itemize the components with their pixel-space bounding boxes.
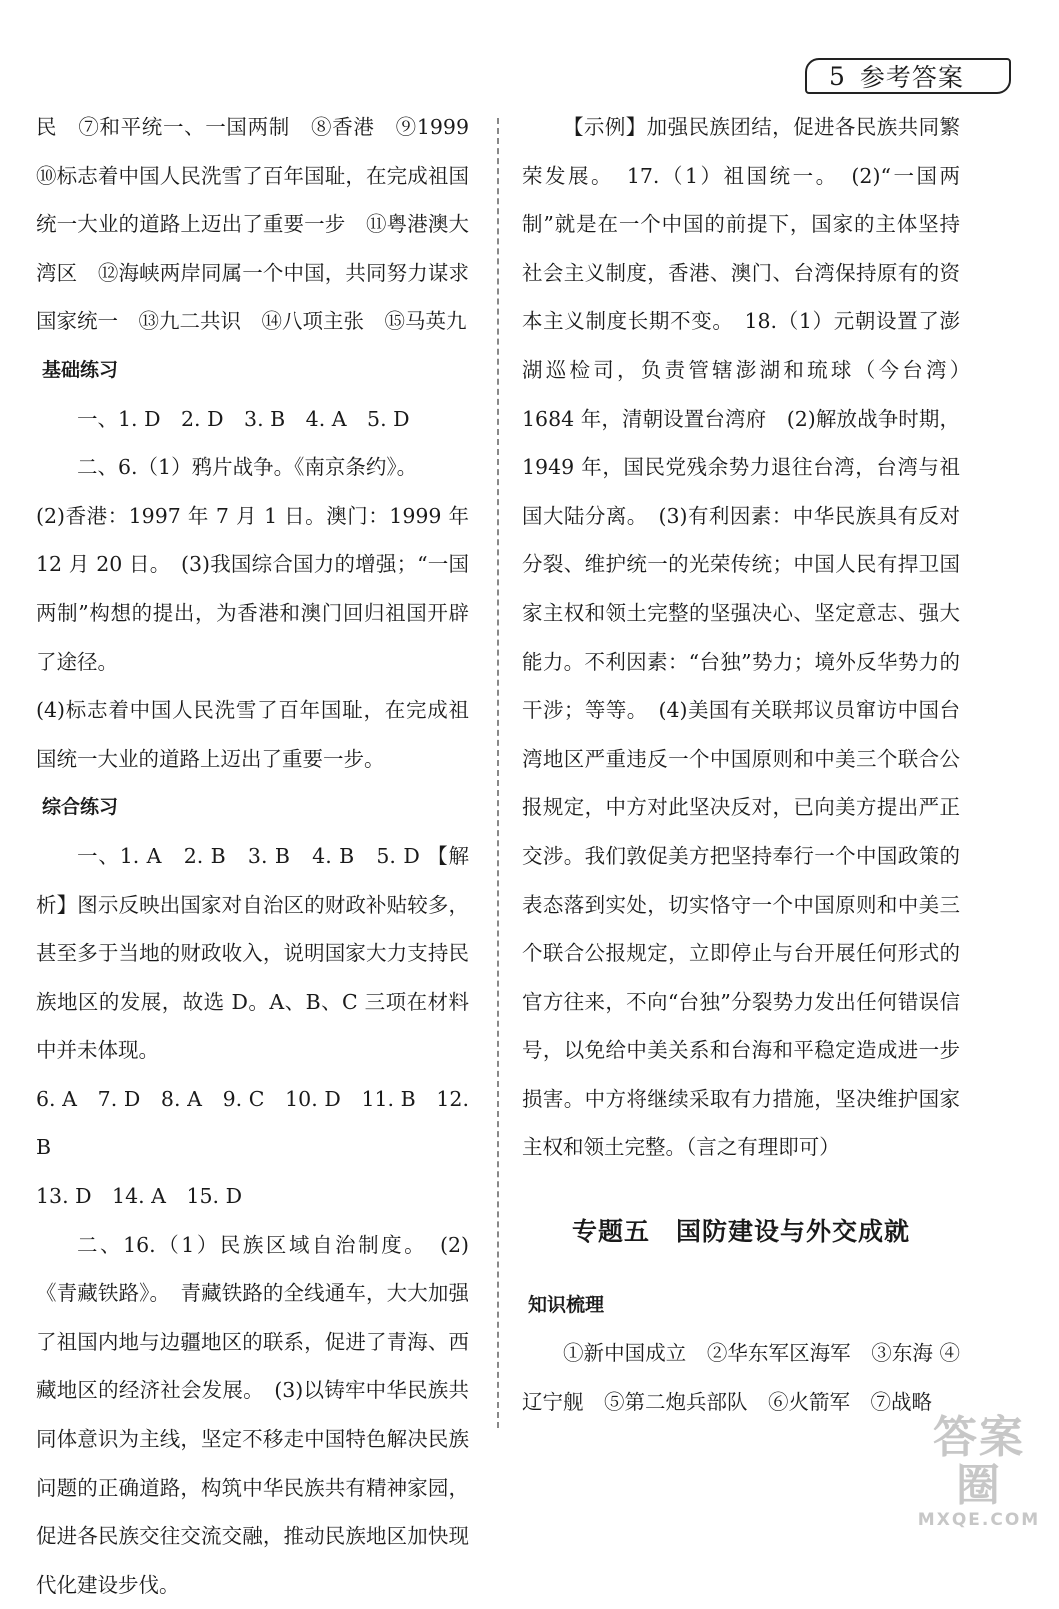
page-number: 5	[829, 61, 846, 91]
section-heading-knowledge: 知识梳理	[528, 1293, 605, 1316]
answer-paragraph: 一、1. D 2. D 3. B 4. A 5. D	[77, 406, 410, 431]
topic-title: 专题五 国防建设与外交成就	[571, 1217, 910, 1247]
answer-paragraph: 二、16.（1）民族区域自治制度。 (2)《青藏铁路》。 青藏铁路的全线通车，大大加强了祖国内地与边疆地区的联系，促进了青海、西藏地区的经济社会发展。 (3)以铸牢中华民族共同体意识为主线，坚定不移走中国特色解决民族问题的正确道路，构筑中华民族共有精神家园，促进各民族交往交流交融，推动民族地区加快现代化建设步伐。	[36, 1232, 469, 1597]
watermark-main: 答案圈	[933, 1412, 1025, 1511]
answer-paragraph: 民 ⑦和平统一、一国两制 ⑧香港 ⑨1999 ⑩标志着中国人民洗雪了百年国耻，在完成祖国统一大业的道路上迈出了重要一步 ⑪粤港澳大湾区 ⑫海峡两岸同属一个中国，共同努力谋求国家统一 ⑬九二共识 ⑭八项主张 ⑮马英九	[36, 115, 469, 334]
column-divider	[497, 118, 499, 1428]
answer-paragraph: (4)标志着中国人民洗雪了百年国耻，在完成祖国统一大业的道路上迈出了重要一步。	[36, 698, 469, 771]
answer-paragraph: 6. A 7. D 8. A 9. C 10. D 11. B 12. B	[36, 1086, 469, 1160]
right-column	[522, 103, 981, 1426]
section-heading-comprehensive-practice: 综合练习	[42, 796, 119, 819]
section-heading-basic-practice: 基础练习	[42, 358, 119, 381]
answer-paragraph: (2)香港：1997 年 7 月 1 日。澳门：1999 年 12 月 20 日。 (3)我国综合国力的增强；“一国两制”构想的提出，为香港和澳门回归祖国开辟了途径。	[36, 503, 469, 674]
watermark-url: MXQE.COM	[917, 1510, 1041, 1530]
answer-paragraph: 二、6.（1）鸦片战争。《南京条约》。	[77, 455, 418, 480]
watermark-logo	[913, 1414, 1045, 1530]
answer-paragraph: 13. D 14. A 15. D	[36, 1184, 243, 1209]
page-header-badge	[805, 58, 1011, 94]
answer-paragraph: 一、1. A 2. B 3. B 4. B 5. D 【解析】图示反映出国家对自治区的财政补贴较多，甚至多于当地的财政收入，说明国家大力支持民族地区的发展，故选 D。A、B、C 三项在材料中并未体现。	[36, 843, 469, 1063]
answer-paragraph: 【示例】加强民族团结，促进各民族共同繁荣发展。 17.（1）祖国统一。 (2)“一国两制”就是在一个中国的前提下，国家的主体坚持社会主义制度，香港、澳门、台湾保持原有的资本主义制度长期不变。 18.（1）元朝设置了澎湖巡检司，负责管辖澎湖和琉球（今台湾） 1684 年，清朝设置台湾府 (2)解放战争时期，1949 年，国民党残余势力退往台湾，台湾与祖国大陆分离。 (3)有利因素：中华民族具有反对分裂、维护统一的光荣传统；中国人民有捍卫国家主权和领土完整的坚强决心、坚定意志、强大能力。不利因素：“台独”势力；境外反华势力的干涉；等等。 (4)美国有关联邦议员窜访中国台湾地区严重违反一个中国原则和中美三个联合公报规定，中方对此坚决反对，已向美方提出严正交涉。我们敦促美方把坚持奉行一个中国政策的表态落到实处，切实恪守一个中国原则和中美三个联合公报规定，立即停止与台开展任何形式的官方往来，不向“台独”分裂势力发出任何错误信号，以免给中美关系和台海和平稳定造成进一步损害。中方将继续采取有力措施，坚决维护国家主权和领土完整。（言之有理即可）	[522, 115, 981, 1160]
left-column	[36, 103, 469, 1609]
answer-paragraph: ①新中国成立 ②华东军区海军 ③东海 ④辽宁舰 ⑤第二炮兵部队 ⑥火箭军 ⑦战略	[522, 1341, 960, 1414]
page-header-title: 参考答案	[859, 63, 964, 92]
